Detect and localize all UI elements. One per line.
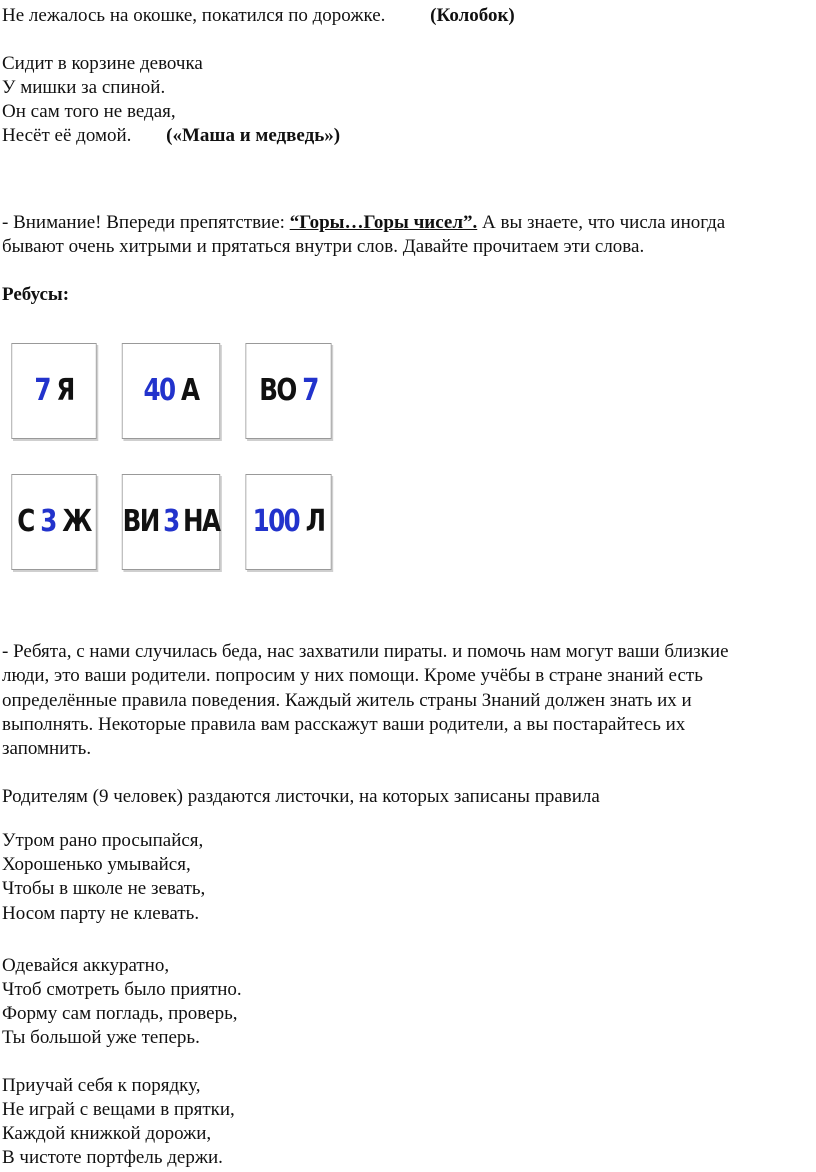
rule-line: Чтоб смотреть было приятно. <box>2 979 242 1000</box>
obstacle-highlight: “Горы…Горы чисел”. <box>289 212 478 233</box>
paragraph-line: - Ребята, с нами случилась беда, нас захватили пираты. и помочь нам могут ваши близкие <box>2 641 729 662</box>
poem-source: («Маша и медведь») <box>166 125 341 146</box>
riddle-source: (Колобок) <box>430 5 515 26</box>
rebus-number: 7 <box>302 373 318 408</box>
paragraph-line: выполнять. Некоторые правила вам расскажут ваши родители, а вы постарайтесь их <box>2 714 686 735</box>
riddle-text: Не лежалось на окошке, покатился по дорожке. <box>2 5 386 26</box>
rebus-tile: 40 А <box>122 343 220 439</box>
paragraph-line: определённые правила поведения. Каждый житель страны Знаний должен знать их и <box>2 690 692 711</box>
rebus-number: 100 <box>252 504 300 539</box>
obstacle-prefix: - Внимание! Впереди препятствие: <box>2 212 290 233</box>
rule-line: Ты большой уже теперь. <box>2 1027 200 1048</box>
paragraph-line: люди, это ваши родители. попросим у них помощи. Кроме учёбы в стране знаний есть <box>2 665 703 686</box>
rule-line: Приучай себя к порядку, <box>2 1075 201 1096</box>
riddle-line <box>2 4 515 28</box>
parents-line: Родителям (9 человек) раздаются листочки, на которых записаны правила <box>2 786 600 807</box>
obstacle-line-1 <box>2 211 725 235</box>
paragraph-line: запомнить. <box>2 738 92 759</box>
obstacle-line-2: бывают очень хитрыми и прятаться внутри слов. Давайте прочитаем эти слова. <box>2 236 645 257</box>
poem-line: У мишки за спиной. <box>2 77 166 98</box>
rebus-number: 40 <box>143 373 175 408</box>
rebus-tile: 7 Я <box>11 343 96 439</box>
rebus-heading: Ребусы: <box>2 284 70 305</box>
rule-line: Не играй с вещами в прятки, <box>2 1099 235 1120</box>
rebus-tile: 100 Л <box>245 474 331 570</box>
poem-line: Он сам того не ведая, <box>2 101 176 122</box>
rebus-number: 3 <box>40 504 56 539</box>
rebus-number: 7 <box>34 373 50 408</box>
rule-line: Утром рано просыпайся, <box>2 830 204 851</box>
rebus-tile: ВО 7 <box>245 343 331 439</box>
rule-line: В чистоте портфель держи. <box>2 1147 223 1168</box>
rule-line: Хорошенько умывайся, <box>2 854 191 875</box>
rule-line: Форму сам погладь, проверь, <box>2 1003 238 1024</box>
poem-line: Сидит в корзине девочка <box>2 53 203 74</box>
rule-line: Носом парту не клевать. <box>2 903 200 924</box>
rule-line: Одевайся аккуратно, <box>2 955 170 976</box>
obstacle-suffix: А вы знаете, что числа иногда <box>477 212 726 233</box>
poem-last-line <box>2 124 340 148</box>
rule-line: Чтобы в школе не зевать, <box>2 878 206 899</box>
rebus-number: 3 <box>163 504 179 539</box>
poem-line: Несёт её домой. <box>2 125 132 146</box>
rebus-tile: ВИ 3 НА <box>122 474 220 570</box>
rule-line: Каждой книжкой дорожи, <box>2 1123 212 1144</box>
rebus-tile: С 3 Ж <box>11 474 96 570</box>
